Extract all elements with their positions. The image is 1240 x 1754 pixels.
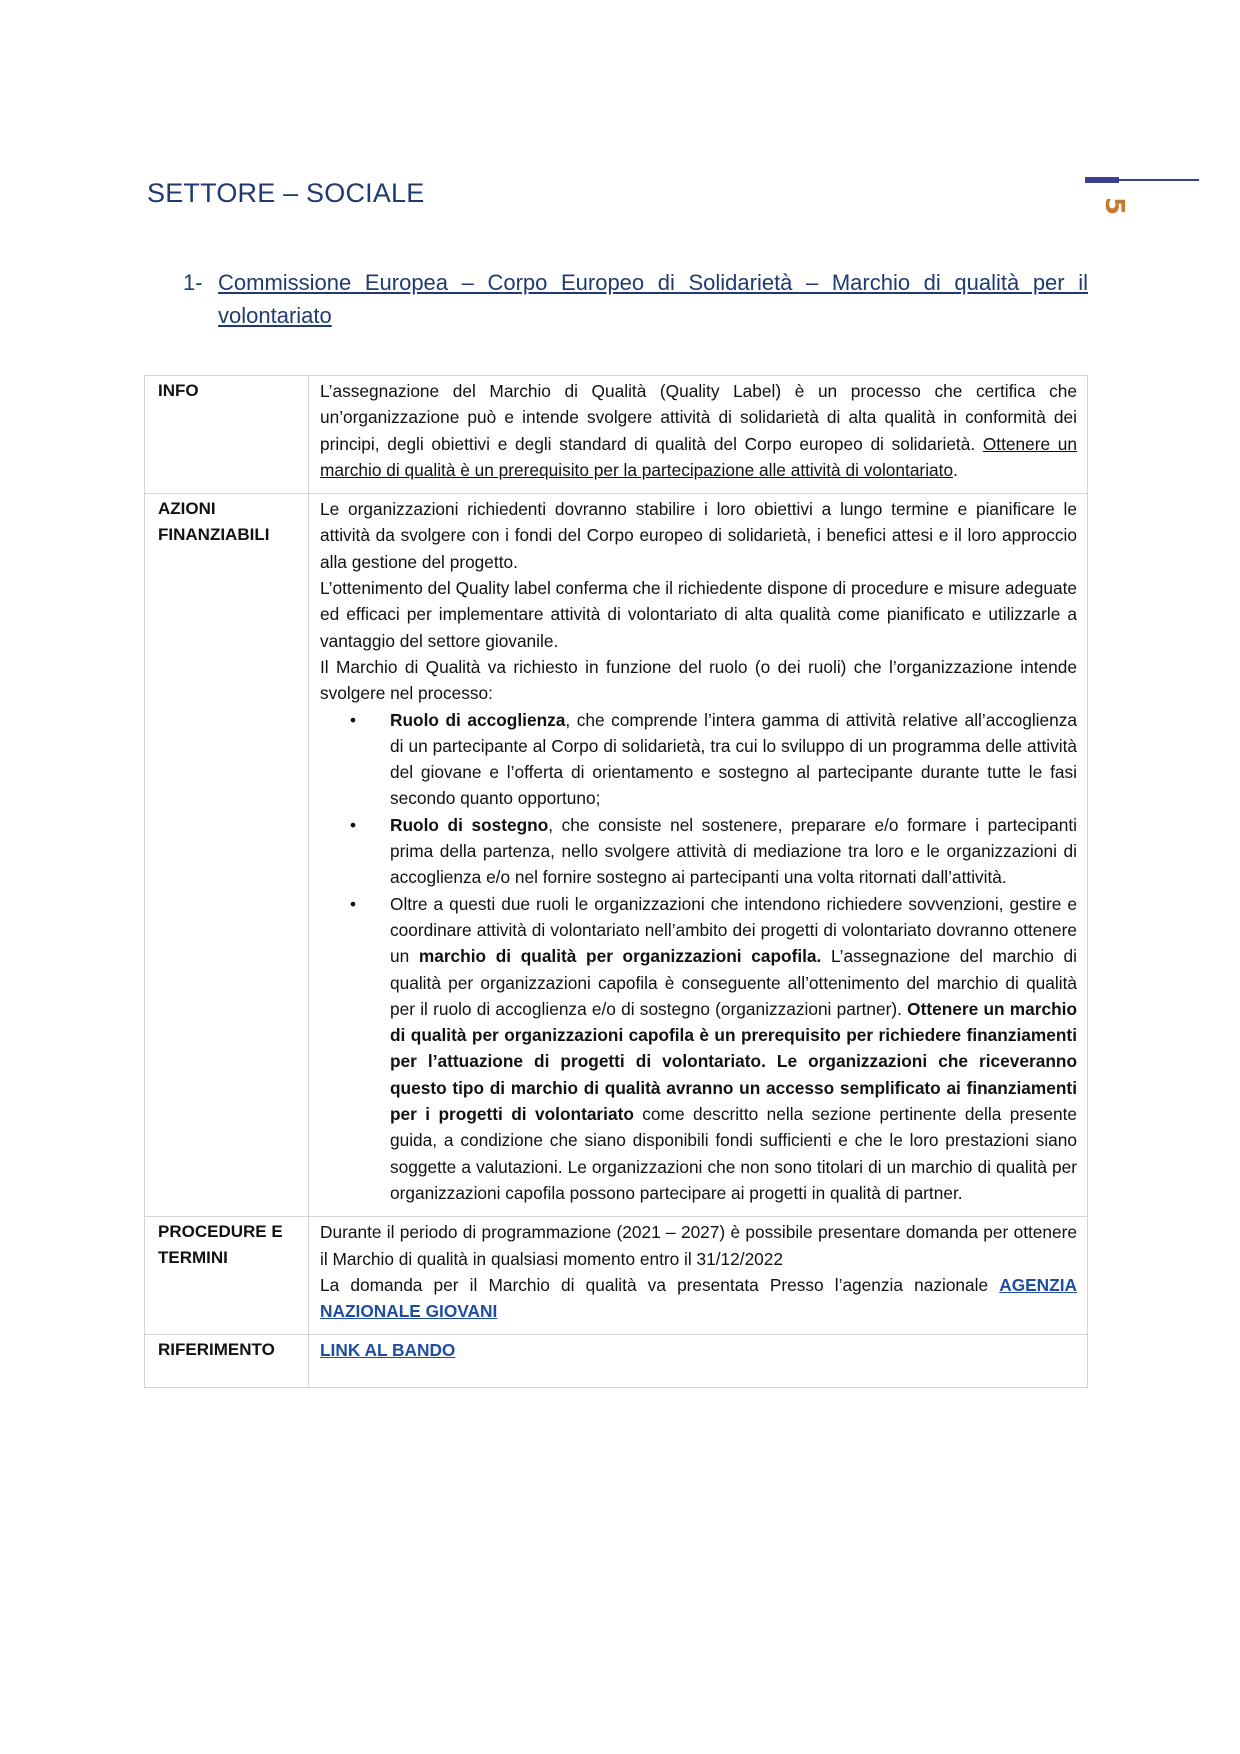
table-row-riferimento <box>145 1335 1088 1388</box>
roles-list <box>320 707 1077 1207</box>
list-item <box>350 707 1077 812</box>
page-bar <box>1085 177 1119 183</box>
table-row-procedure <box>145 1217 1088 1335</box>
row-label-riferimento: RIFERIMENTO <box>145 1335 309 1388</box>
row-label-azioni: AZIONI FINANZIABILI <box>145 494 309 1217</box>
capofila-text-1: Oltre a questi due ruoli le organizzazioni che intendono richiedere sovvenzioni, gestire e coordinare attività di volontariato nell’ambito dei progetti di volontariato dovranno ottenere un <box>390 893 1077 967</box>
list-item <box>350 891 1077 1207</box>
agenzia-link[interactable]: AGENZIA NAZIONALE GIOVANI <box>320 1274 1077 1322</box>
row-label-procedure: PROCEDURE E TERMINI <box>145 1217 309 1335</box>
row-body-azioni <box>309 494 1088 1217</box>
azioni-paragraph-1: Le organizzazioni richiedenti dovranno stabilire i loro obiettivi a lungo termine e pianificare le attività da svolgere con i fondi del Corpo europeo di solidarietà, i benefici attesi e il loro approccio alla gestione del progetto. <box>320 499 1077 572</box>
bullet-icon: • <box>350 814 357 835</box>
table-row-azioni <box>145 494 1088 1217</box>
procedure-paragraph-1: Durante il periodo di programmazione (2021 – 2027) è possibile presentare domanda per ottenere il Marchio di qualità in qualsiasi momento entro il 31/12/2022 <box>320 1222 1077 1269</box>
row-body-riferimento <box>309 1335 1088 1388</box>
capofila-bold-2: Ottenere un marchio di qualità per organizzazioni capofila è un prerequisito per richiedere finanziamenti per l’attuazione di progetti di volontariato. Le organizzazioni che riceveranno questo tipo di marchio di qualità avranno un accesso semplificato ai finanziamenti per i progetti di volontariato <box>390 998 1077 1125</box>
info-table <box>144 375 1088 1388</box>
section-title: SETTORE – SOCIALE <box>147 178 425 208</box>
list-item <box>350 812 1077 891</box>
role-sostegno-text: , che consiste nel sostenere, preparare e/o formare i partecipanti prima della partenza, nello svolgere attività di mediazione tra loro e le organizzazioni di accoglienza e/o nel fornire sostegno ai partecipanti una volta ritornati dall’attività. <box>390 814 1077 888</box>
table-row-info <box>145 376 1088 494</box>
capofila-text-3: come descritto nella sezione pertinente della presente guida, a condizione che siano disponibili fondi sufficienti e che le loro prestazioni siano soggette a valutazioni. Le organizzazioni che non sono titolari di un marchio di qualità per organizzazioni capofila possono partecipare ai progetti in qualità di partner. <box>390 1104 1077 1203</box>
row-body-info <box>309 376 1088 494</box>
role-accoglienza-title: Ruolo di accoglienza <box>390 709 566 730</box>
bullet-icon: • <box>350 893 357 914</box>
capofila-text-2: L’assegnazione del marchio di qualità per organizzazioni capofila è conseguente all’ottenimento del marchio di qualità per il ruolo di accoglienza e/o di sostegno (organizzazioni partner). <box>390 946 1077 1019</box>
capofila-bold-1: marchio di qualità per organizzazioni capofila. <box>418 946 822 967</box>
procedure-paragraph-2: La domanda per il Marchio di qualità va presentata Presso l’agenzia nazionale <box>320 1274 1000 1295</box>
info-underlined-text: Ottenere un marchio di qualità è un prerequisito per la partecipazione alle attività di volontariato <box>320 433 1077 480</box>
page-number: 5 <box>1099 196 1130 216</box>
info-text-end: . <box>953 459 958 480</box>
row-label-info: INFO <box>145 376 309 494</box>
heading-text: Commissione Europea – Corpo Europeo di Solidarietà – Marchio di qualità per il volontariato <box>218 270 1088 328</box>
info-text: L’assegnazione del Marchio di Qualità (Quality Label) è un processo che certifica che un’organizzazione può e intende svolgere attività di solidarietà di alta qualità in conformità dei principi, degli obiettivi e degli standard di qualità del Corpo europeo di solidarietà. <box>320 381 1077 454</box>
azioni-paragraph-2: L’ottenimento del Quality label conferma che il richiedente dispone di procedure e misure adeguate ed efficaci per implementare attività di volontariato di alta qualità come pianificato e utilizzarle a vantaggio del settore giovanile. <box>320 578 1077 651</box>
role-sostegno-title: Ruolo di sostegno <box>390 814 549 835</box>
bullet-icon: • <box>350 709 357 730</box>
bando-link[interactable]: LINK AL BANDO <box>320 1340 456 1361</box>
document-heading <box>183 266 1088 332</box>
heading-number: 1- <box>183 270 203 295</box>
role-accoglienza-text: , che comprende l’intera gamma di attività relative all’accoglienza di un partecipante al Corpo di solidarietà, tra cui lo sviluppo di un programma delle attività del giovane e l’offerta di orientamento e sostegno al partecipante durante tutte le fasi secondo quanto opportuno; <box>390 709 1077 809</box>
azioni-paragraph-3: Il Marchio di Qualità va richiesto in funzione del ruolo (o dei ruoli) che l’organizzazione intende svolgere nel processo: <box>320 656 1077 704</box>
row-body-procedure <box>309 1217 1088 1335</box>
page-rule <box>1119 179 1199 181</box>
page-number-mark <box>1085 177 1201 237</box>
